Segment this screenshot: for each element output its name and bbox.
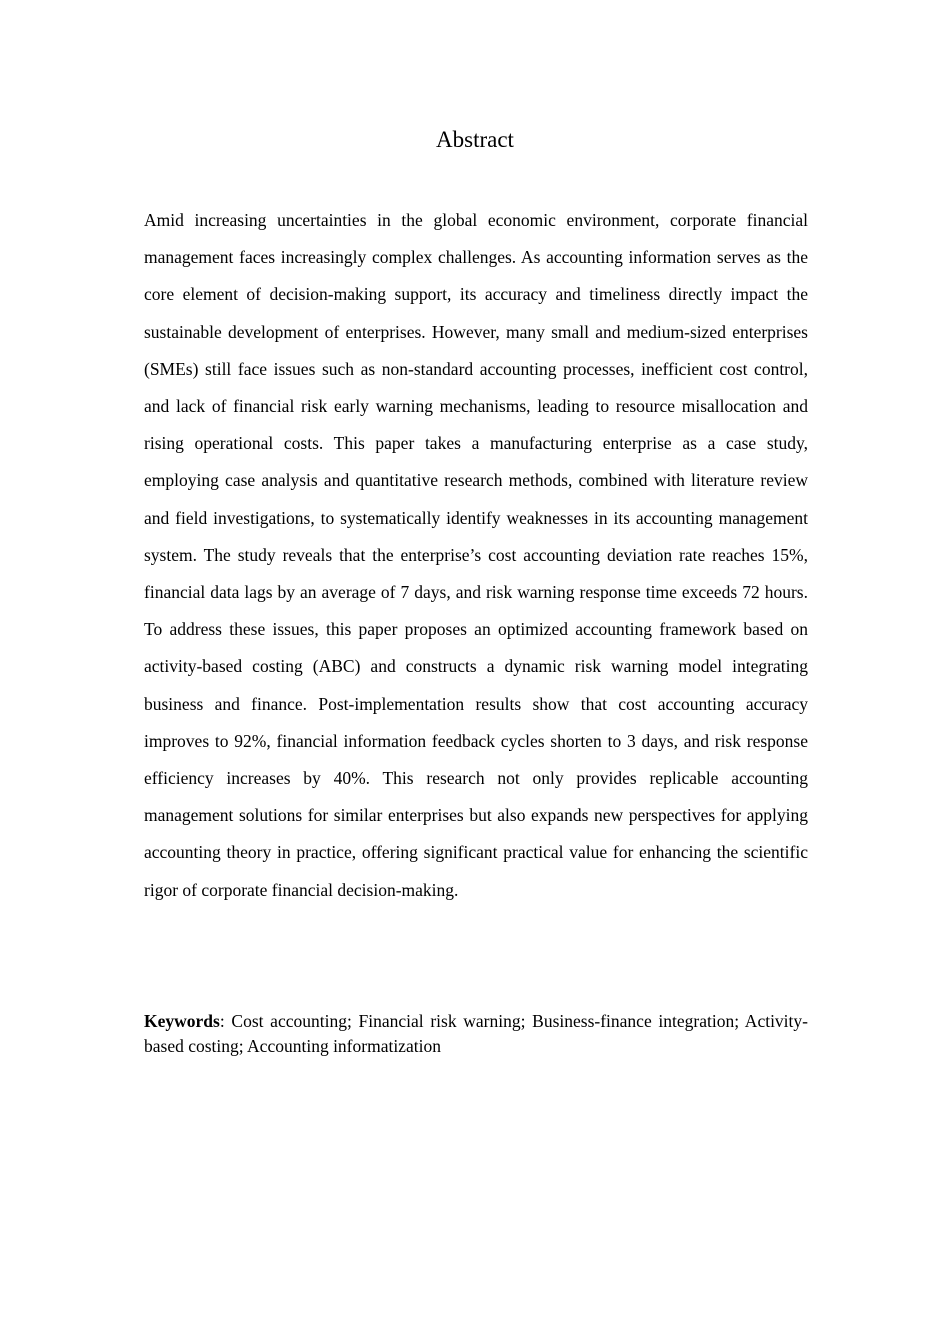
keywords-separator: : [219,1011,232,1031]
keywords-text: Cost accounting; Financial risk warning; Business-finance integration; Activity-based costing; Accounting informatization [144,1011,808,1056]
abstract-paragraph: Amid increasing uncertainties in the global economic environment, corporate financial management faces increasingly complex challenges. As accounting information serves as the core element of decision-making support, its accuracy and timeliness directly impact the sustainable development of enterprises. However, many small and medium-sized enterprises (SMEs) still face issues such as non-standard accounting processes, inefficient cost control, and lack of financial risk early warning mechanisms, leading to resource misallocation and rising operational costs. This paper takes a manufacturing enterprise as a case study, employing case analysis and quantitative research methods, combined with literature review and field investigations, to systematically identify weaknesses in its accounting management system. The study reveals that the enterprise’s cost accounting deviation rate reaches 15%, financial data lags by an average of 7 days, and risk warning response time exceeds 72 hours. To address these issues, this paper proposes an optimized accounting framework based on activity-based costing (ABC) and constructs a dynamic risk warning model integrating business and finance. Post-implementation results show that cost accounting accuracy improves to 92%, financial information feedback cycles shorten to 3 days, and risk response efficiency increases by 40%. This research not only provides replicable accounting management solutions for similar enterprises but also expands new perspectives for applying accounting theory in practice, offering significant practical value for enhancing the scientific rigor of corporate financial decision-making. [144,210,808,900]
page-title: Abstract [436,127,514,152]
keywords-line [144,1009,808,1059]
keywords-label: Keywords [144,1011,220,1031]
